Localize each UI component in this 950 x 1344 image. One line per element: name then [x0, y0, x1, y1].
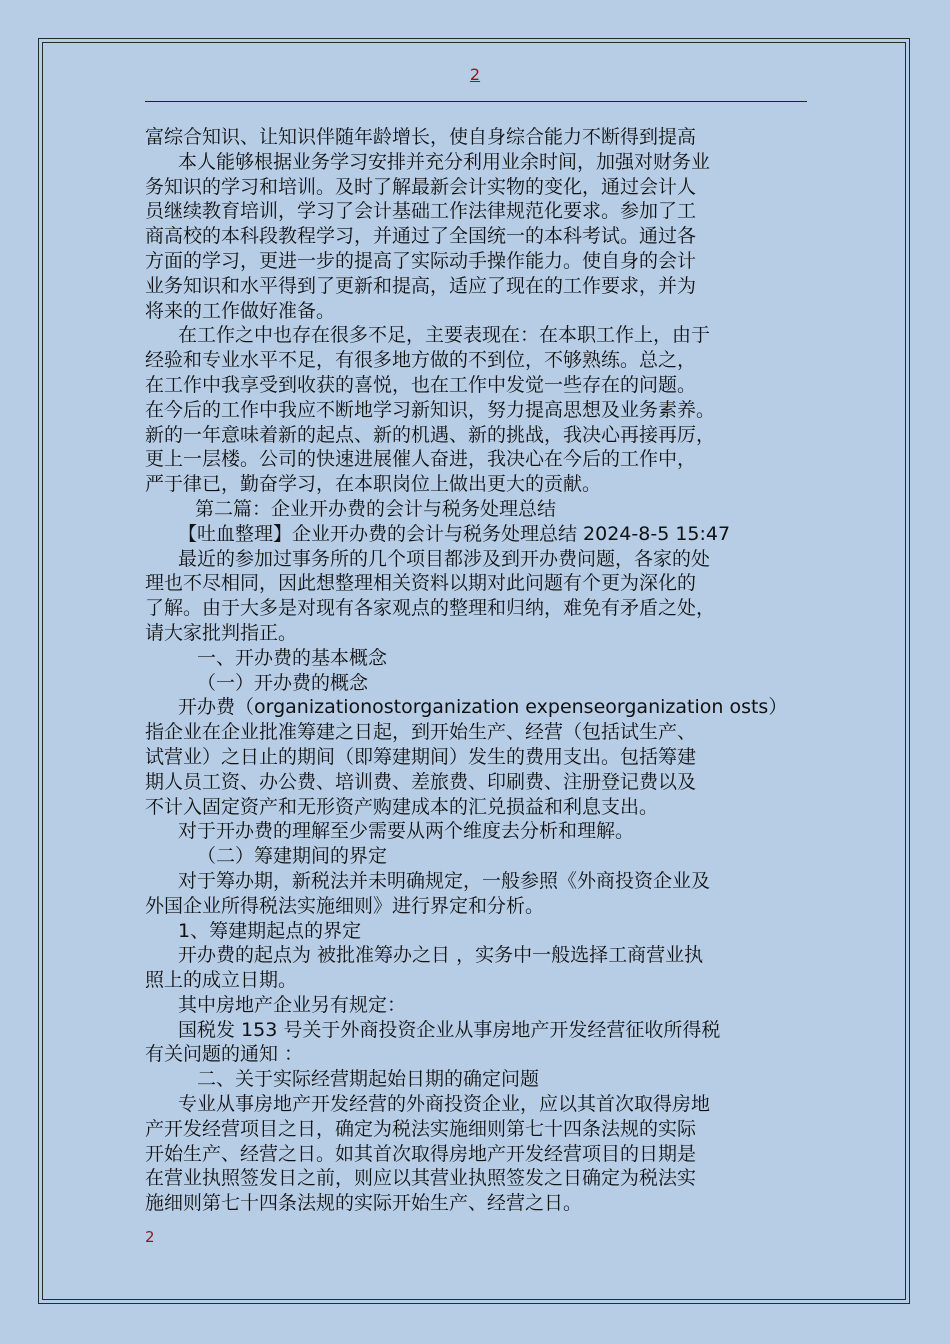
- text-line: 在营业执照签发日之前，则应以其营业执照签发之日确定为税法实: [145, 1167, 697, 1190]
- text-line: 试营业）之日止的期间（即筹建期间）发生的费用支出。包括筹建: [145, 745, 697, 768]
- text-line: 其中房地产企业另有规定：: [178, 993, 407, 1016]
- text-line: 业务知识和水平得到了更新和提高，适应了现在的工作要求，并为: [145, 274, 697, 297]
- text-line: 严于律已，勤奋学习，在本职岗位上做出更大的贡献。: [145, 473, 602, 496]
- text-line: 指企业在企业批准筹建之日起，到开始生产、经营（包括试生产、: [145, 721, 697, 744]
- text-line: 请大家批判指正。: [145, 621, 298, 644]
- section-heading: 第二篇：企业开办费的会计与税务处理总结: [195, 497, 557, 520]
- text-line: 在今后的工作中我应不断地学习新知识，努力提高思想及业务素养。: [145, 398, 716, 421]
- text-line: 方面的学习，更进一步的提高了实际动手操作能力。使自身的会计: [145, 249, 697, 272]
- text-line: 专业从事房地产开发经营的外商投资企业，应以其首次取得房地: [178, 1093, 711, 1116]
- text-line: 国税发 153 号关于外商投资企业从事房地产开发经营征收所得税: [178, 1018, 721, 1041]
- text-line: 产开发经营项目之日，确定为税法实施细则第七十四条法规的实际: [145, 1117, 697, 1140]
- section-heading: （一）开办费的概念: [197, 671, 369, 694]
- text-line: 本人能够根据业务学习安排并充分利用业余时间，加强对财务业: [178, 150, 711, 173]
- text-line: 务知识的学习和培训。及时了解最新会计实物的变化，通过会计人: [145, 175, 697, 198]
- text-line: 商高校的本科段教程学习，并通过了全国统一的本科考试。通过各: [145, 225, 697, 248]
- text-line: 员继续教育培训，学习了会计基础工作法律规范化要求。参加了工: [145, 200, 697, 223]
- text-line: 在工作之中也存在很多不足，主要表现在：在本职工作上，由于: [178, 324, 711, 347]
- text-line: 开始生产、经营之日。如其首次取得房地产开发经营项目的日期是: [145, 1142, 697, 1165]
- document-body: [145, 125, 825, 1216]
- text-line: 最近的参加过事务所的几个项目都涉及到开办费问题，各家的处: [178, 547, 711, 570]
- text-line: 新的一年意味着新的起点、新的机遇、新的挑战，我决心再接再厉，: [145, 423, 716, 446]
- section-heading: 1、筹建期起点的界定: [178, 919, 362, 942]
- section-heading: 二、关于实际经营期起始日期的确定问题: [197, 1068, 540, 1091]
- text-line: 理也不尽相同，因此想整理相关资料以期对此问题有个更为深化的: [145, 572, 697, 595]
- text-line: 对于开办费的理解至少需要从两个维度去分析和理解。: [178, 820, 635, 843]
- text-line: 照上的成立日期。: [145, 969, 298, 992]
- text-line: 开办费的起点为 被批准筹办之日 ，实务中一般选择工商营业执: [178, 944, 704, 967]
- text-line: 施细则第七十四条法规的实际开始生产、经营之日。: [145, 1192, 583, 1215]
- text-line: 更上一层楼。公司的快速进展催人奋进，我决心在今后的工作中，: [145, 448, 697, 471]
- footer-page-number: 2: [145, 1228, 155, 1246]
- text-line: 经验和专业水平不足，有很多地方做的不到位，不够熟练。总之，: [145, 349, 697, 372]
- text-line: 开办费（organizationostorganization expenseorganization osts）: [178, 696, 788, 719]
- text-line: 不计入固定资产和无形资产购建成本的汇兑损益和利息支出。: [145, 795, 659, 818]
- section-heading: （二）筹建期间的界定: [197, 845, 388, 868]
- text-line: 在工作中我享受到收获的喜悦，也在工作中发觉一些存在的问题。: [145, 373, 697, 396]
- header-page-number: 2: [469, 65, 481, 84]
- text-line: 将来的工作做好准备。: [145, 299, 336, 322]
- header-rule: [145, 101, 807, 102]
- text-line: 有关问题的通知 ：: [145, 1043, 304, 1066]
- text-line: 外国企业所得税法实施细则》进行界定和分析。: [145, 894, 545, 917]
- text-line: 对于筹办期，新税法并未明确规定，一般参照《外商投资企业及: [178, 869, 711, 892]
- text-line: 富综合知识、让知识伴随年龄增长，使自身综合能力不断得到提高: [145, 126, 697, 148]
- section-heading: 一、开办费的基本概念: [197, 646, 388, 669]
- text-line: 了解。由于大多是对现有各家观点的整理和归纳，难免有矛盾之处，: [145, 597, 716, 620]
- text-line: 期人员工资、办公费、培训费、差旅费、印刷费、注册登记费以及: [145, 770, 697, 793]
- text-line: 【吐血整理】企业开办费的会计与税务处理总结 2024-8-5 15:47: [178, 522, 731, 545]
